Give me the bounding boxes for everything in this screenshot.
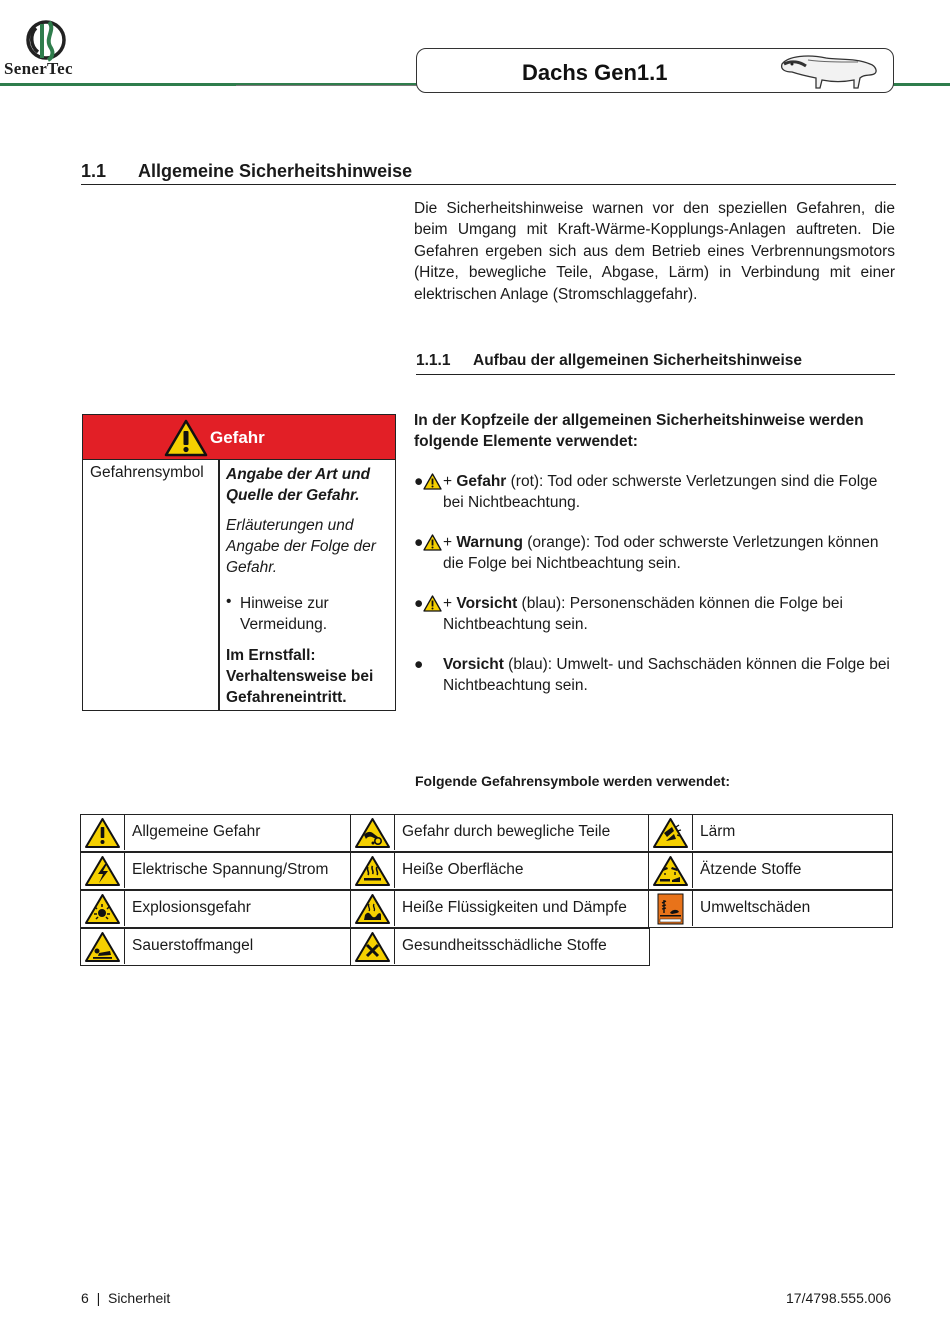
symbol-label: Lärm xyxy=(700,823,736,840)
page-title: Dachs Gen1.1 xyxy=(522,60,668,85)
subsection-number: 1.1.1 xyxy=(416,352,451,369)
environment-hazard-icon xyxy=(652,893,689,925)
hot-liquid-icon xyxy=(354,893,391,925)
symbol-label: Heiße Oberfläche xyxy=(402,861,524,878)
warning-triangle-icon xyxy=(423,534,442,551)
hazard-source-text: Angabe der Art und Quelle der Gefahr. xyxy=(226,466,371,504)
symbol-cell xyxy=(350,928,650,966)
harmful-substance-icon xyxy=(354,931,391,963)
list-bullet: ● xyxy=(414,473,424,490)
symbol-label: Umweltschäden xyxy=(700,899,811,916)
section-number: 1.1 xyxy=(81,161,107,181)
oxygen-deficiency-icon xyxy=(84,931,121,963)
hot-surface-icon xyxy=(354,855,391,887)
danger-header-label: Gefahr xyxy=(210,428,265,447)
danger-box-divider xyxy=(218,460,220,710)
list-bullet: ● xyxy=(414,595,424,612)
symbol-cell xyxy=(350,890,650,928)
warning-triangle-icon xyxy=(423,473,442,490)
symbol-label: Ätzende Stoffe xyxy=(700,861,802,878)
electric-voltage-icon xyxy=(84,855,121,887)
subsection-rule xyxy=(416,374,895,375)
symbol-cell xyxy=(648,890,893,928)
list-plus: + xyxy=(443,595,453,612)
intro-paragraph: Die Sicherheitshinweise warnen vor den speziellen Gefahren, die beim Umgang mit Kraft-Wärme-Kopplungs-Anlagen auftreten. Die Gefahren ergeben sich aus dem Betrieb eines Verbrennungsmotors (Hitze, bewegliche Teile, Abgase, Lärm) in Verbindung mit einer elektrischen Anlage (Stromschlaggefahr). xyxy=(414,200,895,303)
list-bullet: ● xyxy=(414,656,424,673)
list-text: (blau): Umwelt- und Sachschäden können die Folge bei Nichtbeachtung sein. xyxy=(443,656,890,694)
moving-parts-icon xyxy=(354,817,391,849)
symbol-cell xyxy=(80,890,352,928)
symbol-cell xyxy=(350,852,650,890)
list-plus: + xyxy=(443,473,453,490)
footer-page-info: 6 | Sicherheit xyxy=(81,1290,171,1306)
symbol-label: Sauerstoffmangel xyxy=(132,937,254,954)
logo-text: SenerTec xyxy=(4,59,73,78)
symbol-cell xyxy=(80,852,352,890)
elements-lead-text: In der Kopfzeile der allgemeinen Sicherheitshinweise werden folgende Elemente verwendet: xyxy=(414,412,864,450)
symbol-label: Elektrische Spannung/Strom xyxy=(132,861,329,878)
emergency-text: Im Ernstfall: Verhaltensweise bei Gefahreneintritt. xyxy=(226,647,374,706)
hazard-explanation-text: Erläuterungen und Angabe der Folge der Gefahr. xyxy=(226,517,376,576)
symbol-label: Heiße Flüssigkeiten und Dämpfe xyxy=(402,899,627,916)
symbol-cell xyxy=(648,852,893,890)
symbol-label: Explosionsgefahr xyxy=(132,899,251,916)
list-keyword: Warnung xyxy=(456,534,523,551)
subsection-title: Aufbau der allgemeinen Sicherheitshinweise xyxy=(473,352,803,369)
header-thin-rule xyxy=(236,85,418,86)
symbol-cell xyxy=(80,814,352,852)
symbol-label: Gesundheitsschädliche Stoffe xyxy=(402,937,607,954)
general-danger-icon xyxy=(84,817,121,849)
symbol-cell xyxy=(648,814,893,852)
list-text: (blau): Personenschäden können die Folge bei Nichtbeachtung sein. xyxy=(443,595,843,633)
list-bullet: ● xyxy=(414,534,424,551)
badger-icon xyxy=(778,50,880,92)
header-rule-right xyxy=(893,83,950,86)
list-keyword: Vorsicht xyxy=(443,656,504,673)
hint-bullet: • xyxy=(226,593,232,610)
section-title: Allgemeine Sicherheitshinweise xyxy=(138,161,413,181)
noise-icon xyxy=(652,817,689,849)
list-text: (rot): Tod oder schwerste Verletzungen sind die Folge bei Nichtbeachtung. xyxy=(443,473,878,511)
symbol-cell xyxy=(80,928,352,966)
footer-document-number: 17/4798.555.006 xyxy=(786,1290,892,1306)
list-text: (orange): Tod oder schwerste Verletzungen können die Folge bei Nichtbeachtung sein. xyxy=(443,534,879,572)
corrosive-icon xyxy=(652,855,689,887)
hazard-hint-text: Hinweise zur Vermeidung. xyxy=(240,595,329,633)
hazard-symbol-table xyxy=(80,814,893,969)
list-keyword: Gefahr xyxy=(456,473,507,490)
explosion-icon xyxy=(84,893,121,925)
symbols-lead-text: Folgende Gefahrensymbole werden verwendet: xyxy=(415,773,731,789)
symbol-cell xyxy=(350,814,650,852)
list-plus: + xyxy=(443,534,453,551)
hazard-symbol-label: Gefahrensymbol xyxy=(90,464,204,481)
symbol-label: Allgemeine Gefahr xyxy=(132,823,261,840)
symbol-label: Gefahr durch bewegliche Teile xyxy=(402,823,611,840)
list-keyword: Vorsicht xyxy=(456,595,518,612)
warning-triangle-icon xyxy=(164,419,208,457)
warning-triangle-icon xyxy=(423,595,442,612)
section-rule xyxy=(81,184,896,185)
